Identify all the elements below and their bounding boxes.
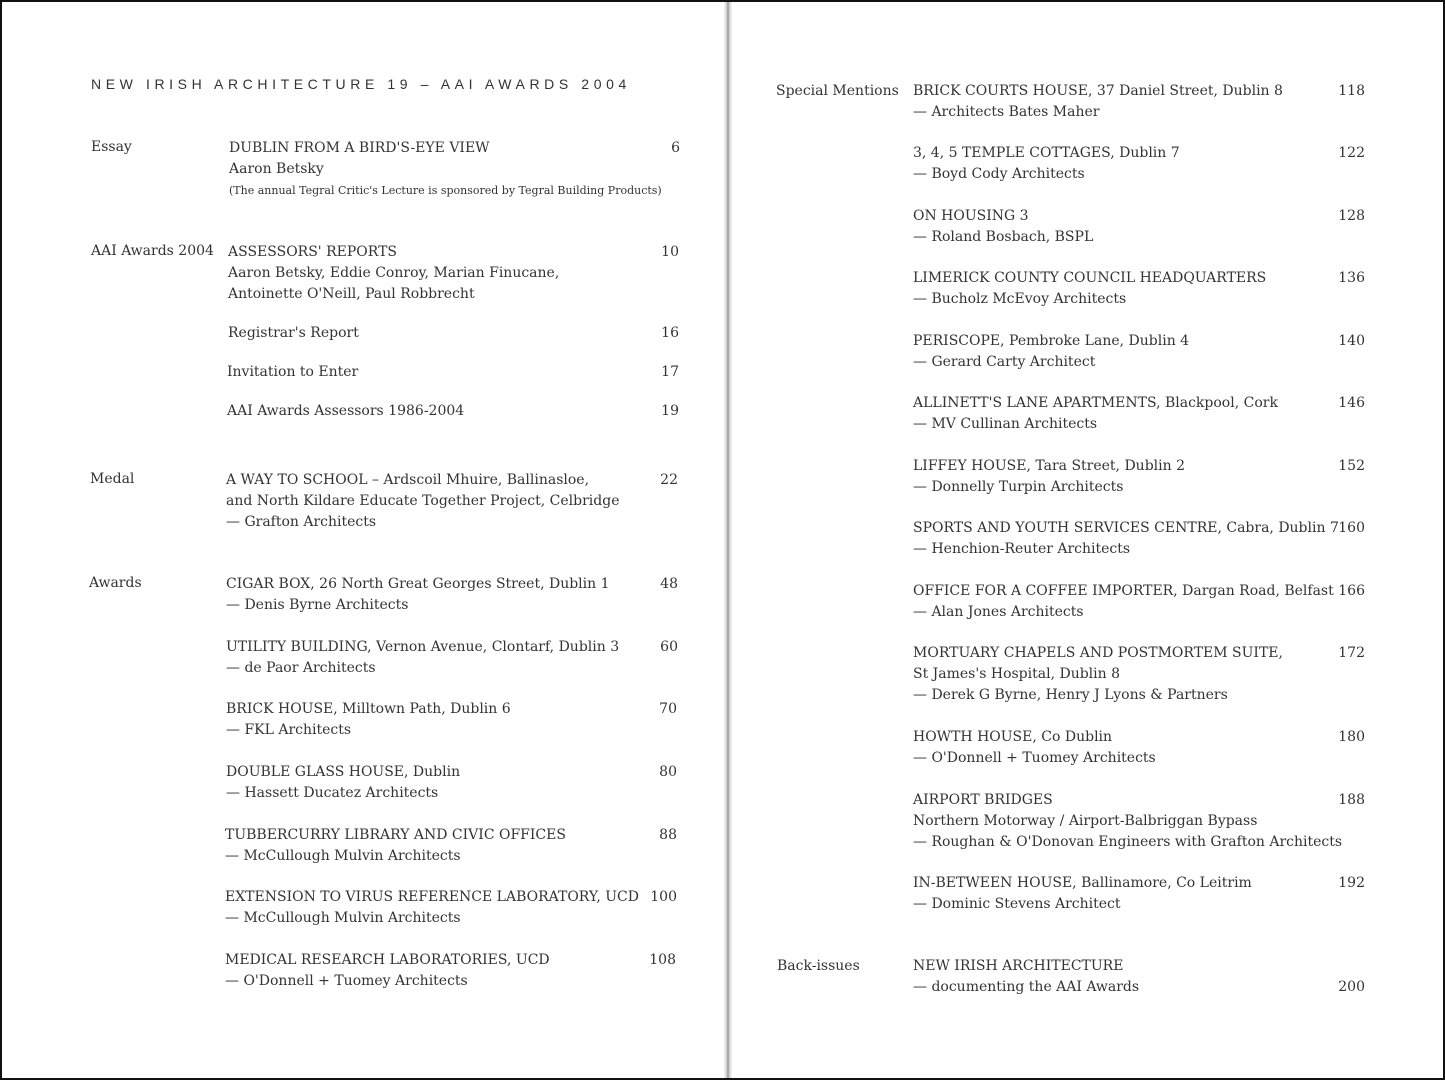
entry-architect: — Derek G Byrne, Henry J Lyons & Partners [913, 687, 1228, 703]
page-number: 16 [661, 325, 679, 341]
toc-entry [913, 790, 1342, 853]
entry-architect: — de Paor Architects [226, 660, 376, 676]
entry-line: and North Kildare Educate Together Project, Celbridge [226, 493, 620, 509]
entry-title: LIFFEY HOUSE, Tara Street, Dublin 2 [913, 458, 1185, 474]
page-number: 166 [1338, 583, 1365, 599]
section-label-aai-awards: AAI Awards 2004 [91, 243, 214, 259]
page-number: 122 [1338, 145, 1365, 161]
entry-title: IN-BETWEEN HOUSE, Ballinamore, Co Leitrim [913, 875, 1252, 891]
running-title: NEW IRISH ARCHITECTURE 19 – AAI AWARDS 2004 [91, 76, 631, 92]
entry-architect: — Donnelly Turpin Architects [913, 479, 1124, 495]
entry-line: Aaron Betsky, Eddie Conroy, Marian Finucane, [228, 265, 560, 281]
entry-architect: — O'Donnell + Tuomey Architects [913, 750, 1156, 766]
book-gutter [724, 2, 732, 1078]
page-number: 128 [1338, 208, 1365, 224]
entry-architect: — Alan Jones Architects [913, 604, 1084, 620]
page-number: 188 [1338, 792, 1365, 808]
entry-title: NEW IRISH ARCHITECTURE [913, 958, 1124, 974]
entry-title: CIGAR BOX, 26 North Great Georges Street, Dublin 1 [226, 576, 610, 592]
toc-entry [913, 81, 1283, 123]
entry-title: Registrar's Report [228, 325, 359, 341]
page-number: 136 [1338, 270, 1365, 286]
entry-title: SPORTS AND YOUTH SERVICES CENTRE, Cabra, Dublin 7 [913, 520, 1339, 536]
entry-line: Northern Motorway / Airport-Balbriggan Bypass [913, 813, 1258, 829]
entry-architect: — McCullough Mulvin Architects [225, 910, 461, 926]
section-label-back-issues: Back-issues [777, 958, 860, 974]
entry-title: AAI Awards Assessors 1986-2004 [227, 403, 465, 419]
entry-title: EXTENSION TO VIRUS REFERENCE LABORATORY, UCD [225, 889, 639, 905]
section-label-medal: Medal [90, 471, 135, 487]
entry-title: 3, 4, 5 TEMPLE COTTAGES, Dublin 7 [913, 145, 1180, 161]
entry-architect: — Grafton Architects [226, 514, 377, 530]
entry-title: PERISCOPE, Pembroke Lane, Dublin 4 [913, 333, 1190, 349]
page-number: 60 [660, 639, 678, 655]
entry-title: MORTUARY CHAPELS AND POSTMORTEM SUITE, [913, 645, 1283, 661]
entry-architect: — McCullough Mulvin Architects [225, 848, 461, 864]
entry-author: Aaron Betsky [229, 161, 324, 177]
entry-architect: — Architects Bates Maher [913, 104, 1100, 120]
toc-entry [225, 887, 639, 929]
page-number: 17 [661, 364, 679, 380]
entry-title: UTILITY BUILDING, Vernon Avenue, Clontarf, Dublin 3 [226, 639, 620, 655]
toc-entry [913, 873, 1252, 915]
entry-title: OFFICE FOR A COFFEE IMPORTER, Dargan Road, Belfast [913, 583, 1334, 599]
page-number: 172 [1338, 645, 1365, 661]
entry-architect: — Dominic Stevens Architect [913, 896, 1121, 912]
toc-entry [227, 362, 358, 383]
page-number: 200 [1338, 979, 1365, 995]
page-number: 192 [1338, 875, 1365, 891]
section-label-essay: Essay [91, 139, 132, 155]
page-number: 22 [660, 472, 678, 488]
page-number: 10 [661, 244, 679, 260]
toc-entry [226, 470, 619, 533]
toc-entry [225, 825, 566, 867]
entry-architect: — Boyd Cody Architects [913, 166, 1085, 182]
toc-entry [913, 643, 1283, 706]
page-number: 152 [1338, 458, 1365, 474]
entry-line: Antoinette O'Neill, Paul Robbrecht [228, 286, 475, 302]
left-page [2, 2, 724, 1078]
toc-entry [229, 138, 662, 202]
page-number: 140 [1338, 333, 1365, 349]
toc-entry [913, 268, 1266, 310]
entry-title: TUBBERCURRY LIBRARY AND CIVIC OFFICES [225, 827, 566, 843]
page-number: 108 [649, 952, 676, 968]
entry-architect: — MV Cullinan Architects [913, 416, 1098, 432]
toc-entry [226, 637, 619, 679]
page-number: 80 [659, 764, 677, 780]
entry-architect: — Roland Bosbach, BSPL [913, 229, 1094, 245]
entry-title: HOWTH HOUSE, Co Dublin [913, 729, 1113, 745]
entry-architect: — Denis Byrne Architects [226, 597, 409, 613]
entry-architect: — Roughan & O'Donovan Engineers with Grafton Architects [913, 834, 1343, 850]
entry-title: ALLINETT'S LANE APARTMENTS, Blackpool, Cork [913, 395, 1278, 411]
entry-title: Invitation to Enter [227, 364, 359, 380]
toc-entry [228, 323, 359, 344]
right-page [732, 2, 1445, 1078]
page-number: 48 [660, 576, 678, 592]
toc-entry [226, 574, 610, 616]
entry-architect: — FKL Architects [226, 722, 352, 738]
page-number: 146 [1338, 395, 1365, 411]
page-number: 70 [659, 701, 677, 717]
entry-title: LIMERICK COUNTY COUNCIL HEADQUARTERS [913, 270, 1267, 286]
page-number: 118 [1338, 83, 1365, 99]
page-number: 160 [1338, 520, 1365, 536]
toc-entry [913, 581, 1334, 623]
page-number: 88 [659, 827, 677, 843]
toc-entry [913, 518, 1339, 560]
entry-title: DOUBLE GLASS HOUSE, Dublin [226, 764, 461, 780]
section-label-special-mentions: Special Mentions [776, 83, 899, 99]
entry-architect: — Henchion-Reuter Architects [913, 541, 1131, 557]
entry-title: MEDICAL RESEARCH LABORATORIES, UCD [225, 952, 550, 968]
entry-title: BRICK HOUSE, Milltown Path, Dublin 6 [226, 701, 511, 717]
entry-title: DUBLIN FROM A BIRD'S-EYE VIEW [229, 140, 490, 156]
entry-architect: — Hassett Ducatez Architects [226, 785, 439, 801]
toc-entry [226, 762, 460, 804]
entry-title: BRICK COURTS HOUSE, 37 Daniel Street, Dublin 8 [913, 83, 1283, 99]
entry-architect: — Bucholz McEvoy Architects [913, 291, 1127, 307]
entry-note: (The annual Tegral Critic's Lecture is sponsored by Tegral Building Products) [229, 184, 662, 197]
entry-architect: — O'Donnell + Tuomey Architects [225, 973, 468, 989]
entry-title: A WAY TO SCHOOL – Ardscoil Mhuire, Ballinasloe, [226, 472, 590, 488]
page-number: 180 [1338, 729, 1365, 745]
toc-entry [913, 456, 1185, 498]
entry-title: ASSESSORS' REPORTS [228, 244, 397, 260]
toc-entry [913, 331, 1189, 373]
section-label-awards: Awards [89, 575, 142, 591]
page-number: 6 [671, 140, 680, 156]
toc-entry [225, 950, 550, 992]
toc-entry [913, 206, 1093, 248]
entry-title: AIRPORT BRIDGES [913, 792, 1053, 808]
page-number: 19 [661, 403, 679, 419]
entry-line: St James's Hospital, Dublin 8 [913, 666, 1120, 682]
entry-title: ON HOUSING 3 [913, 208, 1029, 224]
entry-line: — documenting the AAI Awards [913, 979, 1140, 995]
page-number: 100 [650, 889, 677, 905]
toc-entry [913, 143, 1180, 185]
toc-entry [913, 727, 1156, 769]
toc-entry [913, 393, 1278, 435]
toc-entry [228, 242, 559, 305]
toc-entry [913, 956, 1139, 998]
toc-entry [227, 401, 464, 422]
toc-entry [226, 699, 511, 741]
entry-architect: — Gerard Carty Architect [913, 354, 1096, 370]
